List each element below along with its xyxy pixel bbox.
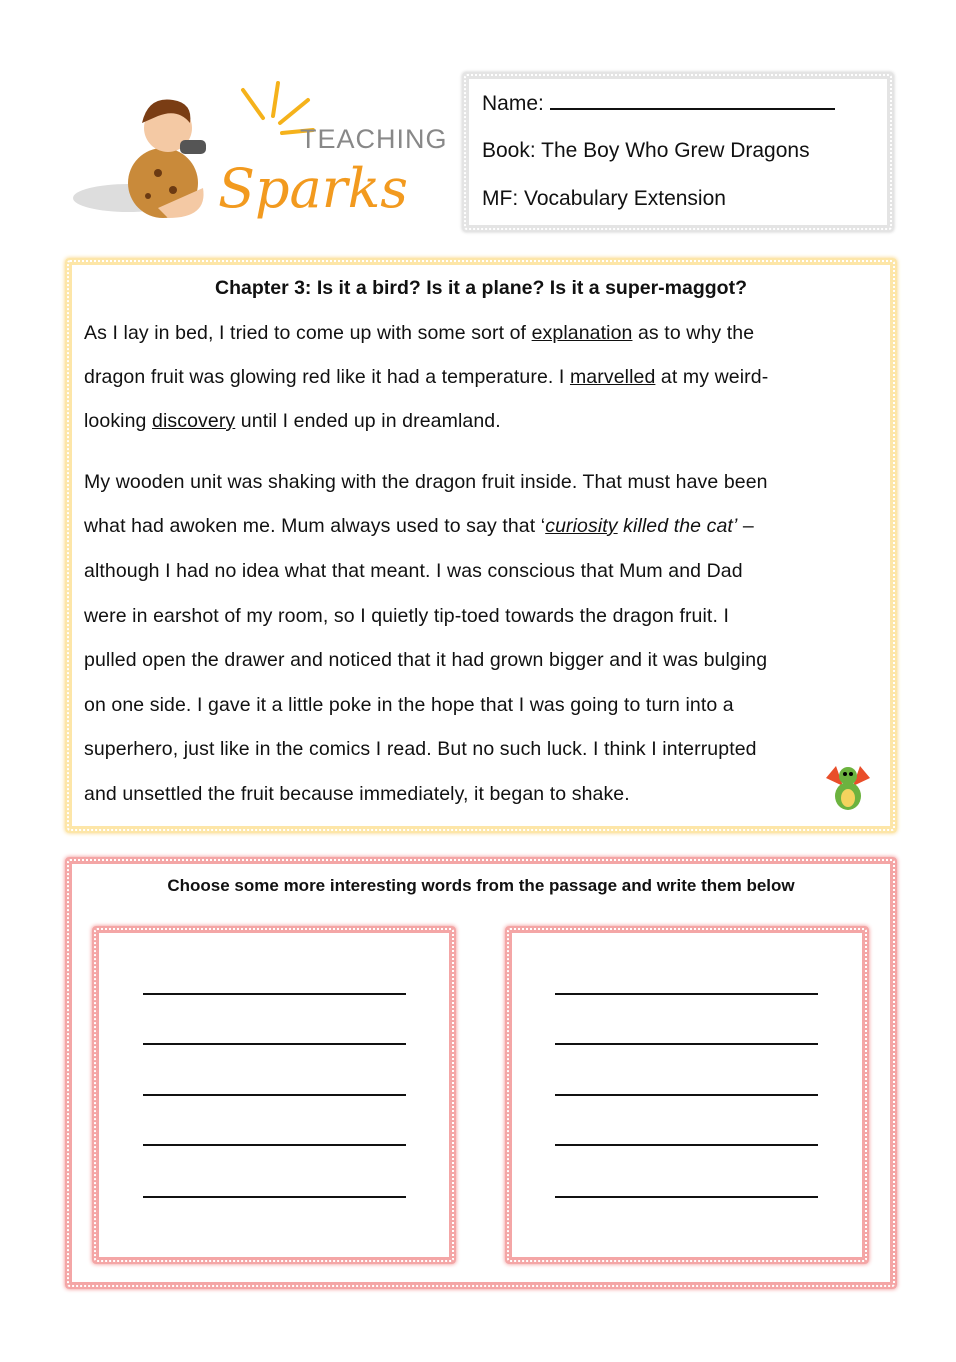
passage-line	[84, 364, 768, 390]
passage-text-segment: As I lay in bed, I tried to come up with some sort of	[84, 322, 532, 344]
passage-line	[84, 603, 729, 629]
mf-title: MF: Vocabulary Extension	[482, 187, 726, 210]
teaching-sparks-logo	[68, 78, 448, 228]
passage-line	[84, 558, 743, 584]
passage-text-segment: at my weird-	[655, 366, 769, 388]
name-label: Name:	[482, 92, 544, 115]
passage-text-segment: dragon fruit was glowing red like it had a temperature. I	[84, 366, 570, 388]
answer-line[interactable]	[555, 1196, 818, 1198]
answer-line[interactable]	[555, 993, 818, 995]
answer-line[interactable]	[143, 993, 406, 995]
name-field[interactable]	[482, 90, 835, 117]
passage-line	[84, 320, 754, 346]
answer-line[interactable]	[143, 1144, 406, 1146]
passage-line	[84, 408, 501, 434]
passage-text-segment: superhero, just like in the comics I read. But no such luck. I think I interrupted	[84, 738, 757, 760]
answer-line[interactable]	[143, 1094, 406, 1096]
passage-line	[84, 469, 768, 495]
vocabulary-word: curiosity	[545, 515, 618, 537]
answer-line[interactable]	[143, 1196, 406, 1198]
answer-line[interactable]	[555, 1043, 818, 1045]
answer-line[interactable]	[555, 1144, 818, 1146]
passage-text-segment: –	[737, 515, 754, 537]
answer-line[interactable]	[143, 1043, 406, 1045]
vocabulary-word: discovery	[152, 410, 236, 432]
passage-text-segment: on one side. I gave it a little poke in the hope that I was going to turn into a	[84, 694, 734, 716]
passage-line	[84, 647, 767, 673]
passage-text-segment: looking	[84, 410, 153, 432]
passage-text-segment: as to why the	[632, 322, 755, 344]
passage-line	[84, 781, 630, 807]
passage-text-segment: what had awoken me. Mum always used to say that ‘	[84, 515, 546, 537]
vocabulary-word: explanation	[531, 322, 633, 344]
logo-teaching-text: TEACHING	[300, 124, 448, 154]
passage-text-segment: and unsettled the fruit because immediately, it began to shake.	[84, 783, 630, 805]
answer-line[interactable]	[555, 1094, 818, 1096]
passage-text-segment: My wooden unit was shaking with the dragon fruit inside. That must have been	[84, 471, 768, 493]
passage-text-segment: killed the cat’	[617, 515, 738, 537]
logo-sparks-text: Sparks	[218, 157, 409, 220]
vocabulary-word: marvelled	[569, 366, 656, 388]
passage-line	[84, 513, 754, 539]
task-instruction: Choose some more interesting words from the passage and write them below	[167, 876, 795, 895]
passage-text-segment: were in earshot of my room, so I quietly tip-toed towards the dragon fruit. I	[84, 605, 730, 627]
passage-line	[84, 692, 734, 718]
dragon-icon	[818, 758, 878, 819]
chapter-title: Chapter 3: Is it a bird? Is it a plane? Is it a super-maggot?	[214, 277, 747, 299]
passage-text-segment: pulled open the drawer and noticed that it had grown bigger and it was bulging	[84, 649, 768, 671]
passage-text-segment: until I ended up in dreamland.	[235, 410, 501, 432]
passage-line	[84, 736, 757, 762]
passage-text-segment: although I had no idea what that meant. I was conscious that Mum and Dad	[84, 560, 743, 582]
name-blank[interactable]	[550, 90, 835, 110]
book-title: Book: The Boy Who Grew Dragons	[482, 139, 810, 162]
